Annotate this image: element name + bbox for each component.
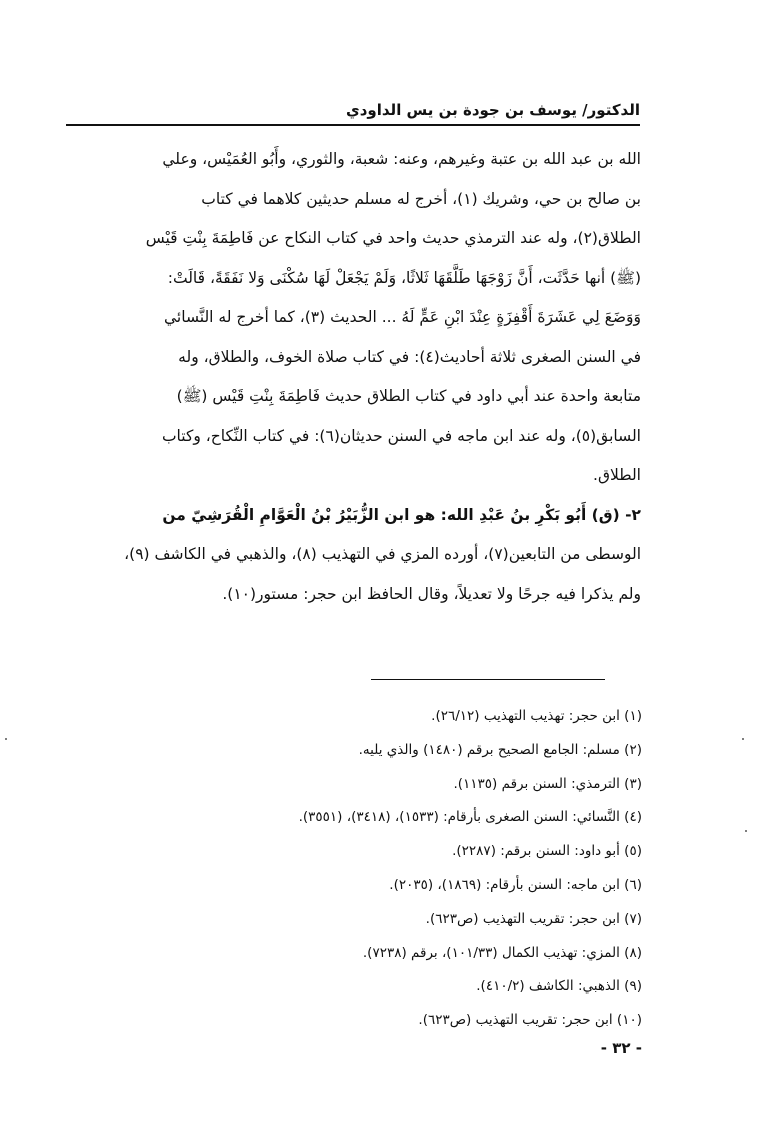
footnote: (٥) أبو داود: السنن برقم: (٢٢٨٧). bbox=[452, 843, 642, 860]
page-number: - ٣٢ - bbox=[600, 1039, 642, 1057]
text-line: متابعة واحدة عند أبي داود في كتاب الطلاق حديث فَاطِمَةَ بِنْتِ قَيْس (ﷺ) bbox=[176, 387, 641, 405]
scan-speck bbox=[5, 738, 7, 740]
text-line: (ﷺ) أنها حَدَّثَت، أَنَّ زَوْجَهَا طَلَّقَهَا ثَلاثًا، وَلَمْ يَجْعَلْ لَهَا سُكْنَى وَلا نَفَقَةً، قَالَتْ: bbox=[167, 268, 641, 287]
footnote: (٦) ابن ماجه: السنن بأرقام: (١٨٦٩)، (٢٠٣٥). bbox=[389, 876, 642, 893]
footnote: (٨) المزي: تهذيب الكمال (١٠١/٣٣)، برقم (٧٢٣٨). bbox=[362, 944, 642, 961]
paragraph-narrators bbox=[66, 140, 641, 496]
paragraph-entry-2 bbox=[66, 496, 641, 615]
footnote: (٤) النَّسائي: السنن الصغرى بأرقام: (١٥٣٣)، (٣٤١٨)، (٣٥٥١). bbox=[298, 809, 642, 826]
running-header bbox=[66, 96, 640, 126]
text-line: ولم يذكرا فيه جرحًا ولا تعديلاً، وقال الحافظ ابن حجر: مستور(١٠). bbox=[222, 584, 641, 603]
author-name: الدكتور/ يوسف بن جودة بن يس الداودي bbox=[345, 101, 640, 119]
header-rule bbox=[66, 124, 640, 126]
scan-speck bbox=[745, 830, 747, 832]
text-line: السابق(٥)، وله عند ابن ماجه في السنن حديثان(٦): في كتاب النِّكاح، وكتاب bbox=[161, 426, 641, 445]
footnote: (١) ابن حجر: تهذيب التهذيب (٢٦/١٢). bbox=[431, 708, 642, 724]
footnote: (٣) الترمذي: السنن برقم (١١٣٥). bbox=[453, 775, 642, 792]
footnote-separator bbox=[371, 679, 605, 680]
text-line: الله بن عبد الله بن عتبة وغيرهم، وعنه: شعبة، والثوري، وأَبُو العُمَيْس، وعلي bbox=[162, 150, 641, 168]
text-line: الطلاق. bbox=[593, 466, 641, 484]
footnote: (١٠) ابن حجر: تقريب التهذيب (ص٦٢٣). bbox=[418, 1012, 642, 1029]
footnote: (٩) الذهبي: الكاشف (٤١٠/٢). bbox=[476, 978, 642, 995]
footnote: (٧) ابن حجر: تقريب التهذيب (ص٦٢٣). bbox=[425, 910, 642, 927]
text-line: بن صالح بن حي، وشريك (١)، أخرج له مسلم حديثين كلاهما في كتاب bbox=[201, 189, 641, 208]
entry-heading-line: ٢- (ق) أَبُو بَكْرِ بنُ عَبْدِ الله: هو ابن الزُّبَيْرُ بْنُ الْعَوَّامِ الْقُرَشِيّ من bbox=[162, 505, 641, 524]
main-text bbox=[66, 140, 641, 614]
footnote: (٢) مسلم: الجامع الصحيح برقم (١٤٨٠) والذي يليه. bbox=[358, 741, 642, 758]
text-line: الوسطى من التابعين(٧)، أورده المزي في التهذيب (٨)، والذهبي في الكاشف (٩)، bbox=[124, 545, 641, 563]
scan-speck bbox=[742, 738, 744, 740]
text-line: في السنن الصغرى ثلاثة أحاديث(٤): في كتاب صلاة الخوف، والطلاق، وله bbox=[178, 347, 641, 366]
text-line: الطلاق(٢)، وله عند الترمذي حديث واحد في كتاب النكاح عن فَاطِمَةَ بِنْتِ قَيْس bbox=[145, 229, 641, 247]
text-line: وَوَضَعَ لِي عَشَرَةَ أَقْفِزَةٍ عِنْدَ ابْنِ عَمٍّ لَهُ ... الحديث (٣)، كما أخرج له النَّسائي bbox=[163, 308, 641, 326]
footnotes bbox=[150, 700, 642, 1038]
